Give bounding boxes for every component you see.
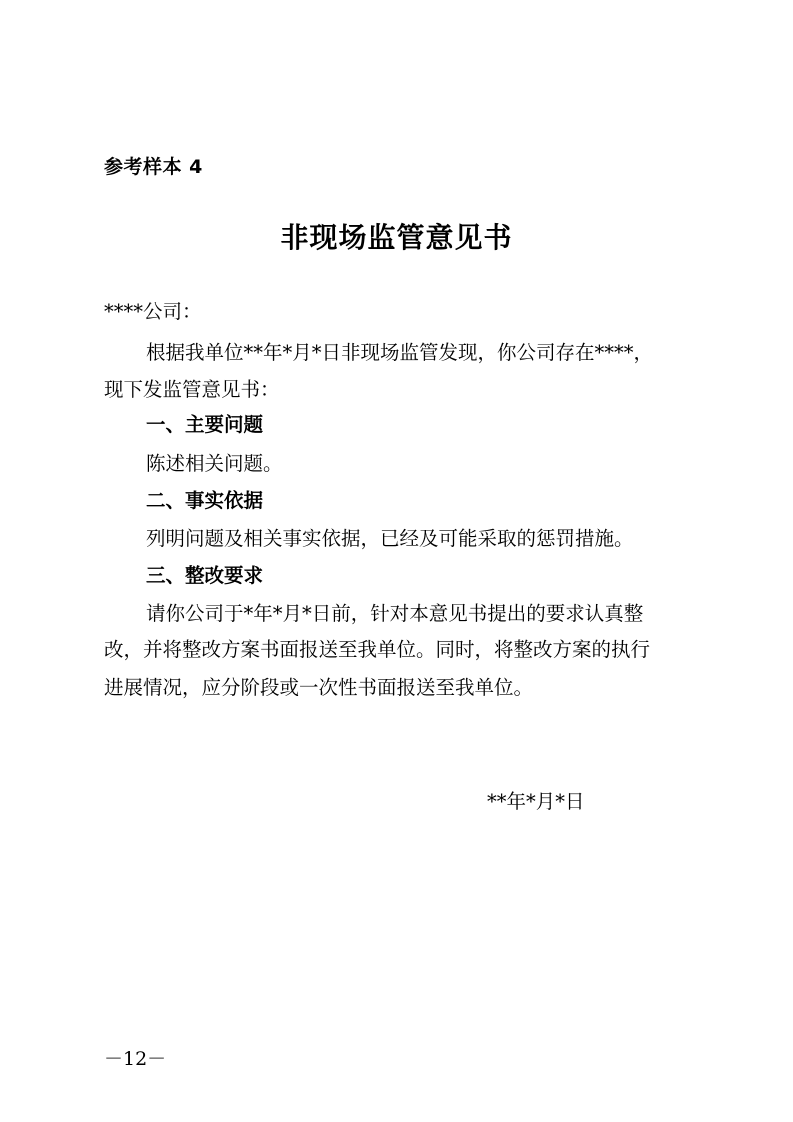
intro-line-2: 现下发监管意见书： xyxy=(104,378,280,401)
section-body-factual-basis: 列明问题及相关事实依据，已经及可能采取的惩罚措施。 xyxy=(146,527,634,550)
section-body-rectification-line-1: 请你公司于*年*月*日前，针对本意见书提出的要求认真整 xyxy=(146,602,644,625)
intro-line-1: 根据我单位**年*月*日非现场监管发现，你公司存在****， xyxy=(146,341,654,364)
sample-label: 参考样本 4 xyxy=(104,156,203,178)
section-heading-factual-basis: 二、事实依据 xyxy=(146,489,264,512)
document-date: **年*月*日 xyxy=(487,790,585,813)
page-number: －12－ xyxy=(104,1048,167,1070)
section-body-rectification-line-3: 进展情况，应分阶段或一次性书面报送至我单位。 xyxy=(104,676,534,699)
section-body-rectification-line-2: 改，并将整改方案书面报送至我单位。同时，将整改方案的执行 xyxy=(104,638,651,661)
document-title: 非现场监管意见书 xyxy=(280,221,513,254)
section-heading-rectification: 三、整改要求 xyxy=(146,564,264,587)
salutation: ****公司： xyxy=(104,300,202,323)
section-heading-main-issues: 一、主要问题 xyxy=(146,413,264,436)
section-body-main-issues: 陈述相关问题。 xyxy=(146,452,283,475)
